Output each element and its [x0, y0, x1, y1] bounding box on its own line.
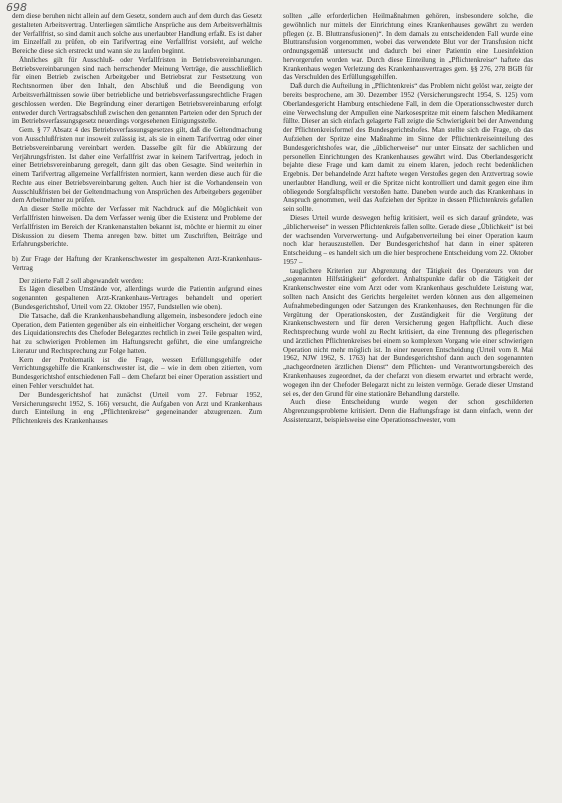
paragraph: sollten „alle erforderlichen Heilmaßnahmen gehören, insbesondere solche, die gewöhnlich nur mittels der Einrichtung eines Krankenhauses gewährt zu werden pflegen (z. B. Bluttransfusionen)“. In dem damals zu entscheidenden Fall wurde eine Bluttransfusion vorgenommen, wobei das verwendete Blut vor der Transfusion nicht ordnungsgemäß untersucht und dadurch bei einer Patientin eine Luesinfektion hervorgerufen worden war. Durch diese Einteilung in „Pflichtenkreise“ haftete das Krankenhaus wegen Verletzung des Krankenhausvertrages gem. §§ 276, 278 BGB für das Verschulden des Erfüllungsgehilfen.	[283, 12, 533, 82]
page-number: 698	[6, 1, 27, 14]
section-heading: b) Zur Frage der Haftung der Krankenschwester im gespaltenen Arzt-Krankenhaus-Vertrag	[12, 255, 262, 272]
paragraph: tauglichere Kriterien zur Abgrenzung der Tätigkeit des Operateurs von der „sogenannten Hilfstätigkeit“ gefordert. Anhaltspunkte dafür ob die Tätigkeit der Krankenschwester eine vom Arzt oder vom Krankenhaus geschuldete Leistung war, sollten nach Ansicht des Gerichts hergeleitet werden können aus den allgemeinen Aufnahmebedingungen oder Satzungen des Krankenhauses, den Rechnungen für die Vergütung der Operationskosten, der Zuständigkeit für die Vergütung der Krankenschwestern und für deren Versicherung gegen Haftpflicht. Auch diese Rechtsprechung wurde wohl zu Recht kritisiert, da eine Trennung des pflegerischen und ärztlichen Pflichtenkreises bei einem so komplexen Vorgang wie einer schwierigen Operation nicht mehr möglich ist. In einer neueren Entscheidung (Urteil vom 8. Mai 1962, NJW 1962, S. 1763) hat der Bundesgerichtshof dann auch den sogenannten „nachgeordneten ärztlichen Dienst“ dem Pflichten- und Verantwortungsbereich des Krankenhauses zugeordnet, da der chefarzt von diesem erwartet und erbracht werde, wogegen ihn der Chefoder Belegarzt nicht zu leisten vermöge. Gerade dieser Umstand sei es, der den Grund für eine stationäre Behandlung darstelle.	[283, 266, 533, 398]
paragraph: Auch diese Entscheidung wurde wegen der schon geschilderten Abgrenzungsprobleme kritisiert. Denn die Haftungsfrage ist dann einfach, wenn der Assistenzarzt, beispielsweise eine Operationsschwester, vom	[283, 398, 533, 424]
paragraph: Ähnliches gilt für Ausschluß- oder Verfallfristen in Betriebsvereinbarungen. Betriebsvereinbarungen sind nach herrschender Meinung Verträge, die ausschließlich für einen Betrieb zwischen Arbeitgeber und Betriebsrat zur Festsetzung von Rechtsnormen über den Inhalt, den Abschluß und die Beendigung von Arbeitsverhältnissen sowie über betriebliche und betriebsverfassungsrechtliche Fragen geschlossen werden. Die Begründung einer derartigen Betriebsvereinbarung erfolgt entweder durch Vertragsabschluß zwischen den genannten Parteien oder den Spruch der im Betriebsverfassungsgesetz neuerdings vorgesehenen Einigungsstelle.	[12, 55, 262, 126]
right-column	[283, 12, 533, 425]
paragraph: Daß durch die Aufteilung in „Pflichtenkreis“ das Problem nicht gelöst war, zeigte der bereits besprochene, am 30. Dezember 1952 (Versicherungsrecht 1954, S. 125) vom Oberlandesgericht Hamburg entschiedene Fall, in dem die Operationsschwester durch eine Verwechslung der Ampullen eine Narkosespritze mit einem falschen Medikament füllte. Dieser an sich einfach gelagerte Fall zeigte die Schwierigkeit bei der Anwendung der Pflichtenkreisformel des Bundesgerichtshofes. Man stellte sich die Frage, ob das Aufziehen der Spritze eine Maßnahme im Sinne der Pflichtenkreiseinteilung des Bundesgerichtshofes war, die „üblicherweise“ nur unter Einsatz der sachlichen und personellen Einrichtungen des Krankenhauses gewährt wird. Das Oberlandesgericht bejahte diese Frage und kam damit zu einem klaren, jedoch recht bedenklichen Ergebnis. Der behandelnde Arzt haftete wegen Verstoßes gegen den Arztvertrag sowie unerlaubter Handlung, weil er die Spritze nicht kontrolliert und damit gegen eine ihm obliegende Sorgfaltspflicht verstoßen hatte. Daneben wurde auch das Krankenhaus in Anspruch genommen, weil das Aufziehen der Spritze in dessen Pflichtenkreis gefallen sein sollte.	[283, 82, 533, 214]
paragraph: Kern der Problematik ist die Frage, wessen Erfüllungsgehilfe oder Verrichtungsgehilfe die Krankenschwester ist, die – wie in dem oben zitierten, vom Bundesgerichtshof entschiedenen Fall – dem Chefarzt bei einer Operation assistiert und einen Fehler verschuldet hat.	[12, 355, 262, 391]
paragraph: Es lägen dieselben Umstände vor, allerdings wurde die Patientin aufgrund eines sogenannten gespaltenen Arzt-Krankenhaus-Vertrages behandelt und operiert (Bundesgerichtshof, Urteil vom 22. Oktober 1957, Fundstellen wie oben).	[12, 285, 262, 311]
paragraph: Der zitierte Fall 2 soll abgewandelt werden:	[19, 276, 144, 285]
paragraph: Der Bundesgerichtshof hat zunächst (Urteil vom 27. Februar 1952, Versicherungsrecht 1952, S. 166) versucht, die Aufgaben von Arzt und Krankenhaus durch Einteilung in eng „Pflichtenkreise“ gegeneinander abzugrenzen. Zum Pflichtenkreis des Krankenhauses	[12, 390, 262, 426]
paragraph: Gem. § 77 Absatz 4 des Betriebsverfassungsgesetzes gilt, daß die Geltendmachung von Ausschlußfristen nur insoweit zulässig ist, als sie in einem Tarifvertrag oder einer Betriebsvereinbarung vereinbart werden. Dasselbe gilt für die Abkürzung der Verjährungsfristen. Ist daher eine Verfallfrist zwar in keinem Tarifvertrag, jedoch in einer Betriebsvereinbarung geregelt, dann gilt das oben Gesagte. Sind weiterhin in einem Tarifvertrag allgemeine Verfallfristen normiert, kann werden diese auch für die Rechte aus einer Betriebsvereinbarung gelten. Auch hier ist die Vorhandensein von Ausschlußfristen bei der Geltendmachung von Ansprüchen des Arbeitgebers gegenüber dem Arbeitnehmer zu prüfen.	[12, 126, 262, 205]
paragraph: Dieses Urteil wurde deswegen heftig kritisiert, weil es sich darauf gründete, was „üblicherweise“ in wessen Pflichtenkreis fallen sollte. Gerade diese „Üblichkeit“ ist bei der wachsenden Vorverwertung- und Aufgabenverteilung bei einer Operation kaum noch klar herauszustellen. Der Bundesgerichtshof hat dann in einer späteren Entscheidung – es handelt sich um die hier besprochene Entscheidung vom 22. Oktober 1957 –	[283, 213, 533, 266]
paragraph: An dieser Stelle möchte der Verfasser mit Nachdruck auf die Möglichkeit von Verfallfristen hinweisen. Da dem Verfasser wenig über die Existenz und Probleme der Verfallfristen im Bereich der Krankenanstalten bekannt ist, möchte er hiermit zu einer Diskussion zu diesem Thema anregen bzw. bittet um Zuschriften, Beiträge und Erfahrungsberichte.	[12, 205, 262, 249]
paragraph: dem diese beruhen nicht allein auf dem Gesetz, sondern auch auf dem durch das Gesetz gestalteten Arbeitsvertrag. Unterliegen sämtliche Ansprüche aus dem Arbeitsverhältnis der Verfallfrist, so sind damit auch solche aus unerlaubter Handlung erfaßt. Es ist daher im Einzelfall zu prüfen, ob ein Tarifvertrag eine Verfallfrist vorsieht, auf welche Bereiche diese sich erstreckt und wann sie zu laufen beginnt.	[12, 12, 262, 56]
left-column	[12, 12, 262, 426]
paragraph: Die Tatsache, daß die Krankenhausbehandlung allgemein, insbesondere jedoch eine Operation, dem Patienten gegenüber als ein einheitlicher Vorgang erscheint, der wegen des Liquidationsrechts des Chefoder Belegarztes rechtlich in zwei Teile gespalten wird, hat zu schwierigen Problemen im Haftungsrecht geführt, die eine umfangreiche Literatur und Rechtsprechung zur Folge hatten.	[12, 311, 262, 355]
